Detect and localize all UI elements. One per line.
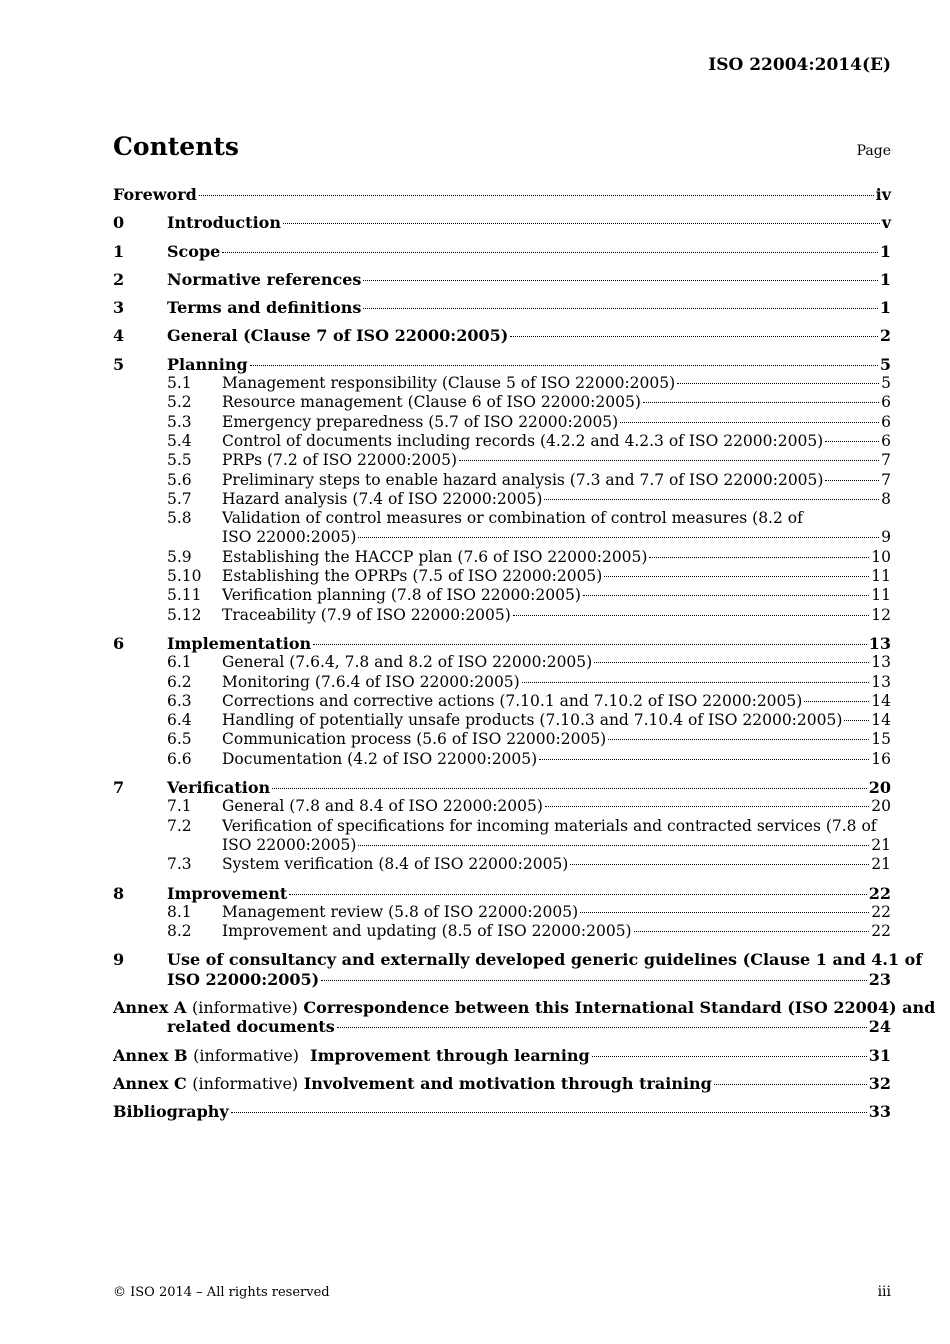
toc-subentry-5-5[interactable] bbox=[113, 451, 891, 470]
toc-title: Validation of control measures or combination of control measures (8.2 of bbox=[222, 509, 803, 528]
toc-entry-section-1[interactable] bbox=[113, 242, 891, 261]
toc-number: 7 bbox=[113, 778, 125, 798]
toc-title: General (7.8 and 8.4 of ISO 22000:2005) bbox=[222, 797, 543, 816]
toc-number: 5.7 bbox=[167, 489, 192, 508]
toc-entry-section-5[interactable] bbox=[113, 355, 891, 374]
toc-subentry-5-2[interactable] bbox=[113, 393, 891, 412]
dot-leader bbox=[337, 1027, 867, 1028]
toc-page: 20 bbox=[871, 797, 891, 816]
dot-leader bbox=[510, 336, 878, 337]
toc-page: 14 bbox=[871, 691, 891, 710]
toc-title: Management responsibility (Clause 5 of ISO 22000:2005) bbox=[222, 374, 676, 393]
dot-leader bbox=[714, 1084, 867, 1085]
dot-leader bbox=[283, 223, 880, 224]
toc-title: Scope bbox=[167, 241, 221, 261]
dot-leader bbox=[358, 845, 869, 846]
toc-subentry-7-1[interactable] bbox=[113, 797, 891, 816]
toc-page: 5 bbox=[881, 374, 891, 393]
dot-leader bbox=[231, 1112, 867, 1113]
dot-leader bbox=[620, 422, 879, 423]
toc-title: Verification bbox=[167, 778, 271, 798]
toc-page: 7 bbox=[881, 451, 891, 470]
toc-number: 6.4 bbox=[167, 711, 192, 730]
toc-subentry-6-3[interactable] bbox=[113, 692, 891, 711]
toc-title: Improvement bbox=[167, 883, 288, 903]
dot-leader bbox=[604, 576, 869, 577]
toc-page: 22 bbox=[868, 883, 891, 903]
footer-page-number: iii bbox=[877, 1284, 891, 1300]
toc-title: Handling of potentially unsafe products (7.10.3 and 7.10.4 of ISO 22000:2005) bbox=[222, 711, 843, 730]
toc-number: 8 bbox=[113, 883, 125, 903]
toc-number: 5.12 bbox=[167, 605, 202, 624]
dot-leader bbox=[522, 682, 870, 683]
dot-leader bbox=[222, 252, 878, 253]
toc-page: 8 bbox=[881, 489, 891, 508]
dot-leader bbox=[649, 557, 869, 558]
toc-page: 23 bbox=[868, 969, 891, 989]
dot-leader bbox=[825, 480, 879, 481]
toc-page: 13 bbox=[868, 633, 891, 653]
toc-subentry-7-2-continued[interactable] bbox=[113, 836, 891, 855]
toc-subentry-5-9[interactable] bbox=[113, 548, 891, 567]
toc-subentry-5-1[interactable] bbox=[113, 374, 891, 393]
toc-title: Correspondence between this International Standard (ISO 22004) and bbox=[303, 997, 936, 1017]
toc-title: Terms and definitions bbox=[167, 298, 362, 318]
dot-leader bbox=[321, 980, 867, 981]
toc-entry-section-7[interactable] bbox=[113, 778, 891, 797]
dot-leader bbox=[545, 806, 869, 807]
table-of-contents bbox=[113, 185, 936, 1122]
toc-number: 7.1 bbox=[167, 797, 192, 816]
toc-number: 7.3 bbox=[167, 855, 192, 874]
toc-entry-foreword[interactable] bbox=[113, 185, 891, 204]
toc-title: Preliminary steps to enable hazard analysis (7.3 and 7.7 of ISO 22000:2005) bbox=[222, 470, 824, 489]
dot-leader bbox=[289, 894, 866, 895]
toc-title: System verification (8.4 of ISO 22000:2005) bbox=[222, 855, 569, 874]
dot-leader bbox=[250, 365, 878, 366]
toc-page: 11 bbox=[871, 586, 891, 605]
toc-title: Improvement through learning bbox=[310, 1045, 590, 1065]
toc-number: 7.2 bbox=[167, 816, 192, 835]
dot-leader bbox=[363, 308, 877, 309]
toc-number: 6.6 bbox=[167, 749, 192, 768]
toc-title: Documentation (4.2 of ISO 22000:2005) bbox=[222, 749, 538, 768]
toc-entry-bibliography[interactable] bbox=[113, 1102, 891, 1121]
toc-number: 8.1 bbox=[167, 902, 192, 921]
toc-entry-annex-b[interactable] bbox=[113, 1046, 891, 1065]
toc-number: 5.8 bbox=[167, 509, 192, 528]
document-id: ISO 22004:2014(E) bbox=[708, 55, 891, 75]
toc-title: Bibliography bbox=[113, 1102, 229, 1122]
dot-leader bbox=[592, 1056, 867, 1057]
toc-entry-annex-a[interactable] bbox=[113, 997, 936, 1017]
dot-leader bbox=[199, 195, 874, 196]
toc-number: 5.6 bbox=[167, 470, 192, 489]
toc-subentry-6-5[interactable] bbox=[113, 730, 891, 749]
toc-title: Communication process (5.6 of ISO 22000:2005) bbox=[222, 730, 607, 749]
toc-entry-section-9[interactable] bbox=[113, 950, 923, 970]
toc-page: v bbox=[881, 213, 891, 233]
dot-leader bbox=[544, 499, 879, 500]
toc-page: 15 bbox=[871, 730, 891, 749]
toc-title: PRPs (7.2 of ISO 22000:2005) bbox=[222, 451, 458, 470]
toc-page: 32 bbox=[868, 1073, 891, 1093]
toc-number: 6.5 bbox=[167, 730, 192, 749]
toc-number: 6.3 bbox=[167, 691, 192, 710]
toc-title: Implementation bbox=[167, 633, 312, 653]
toc-subentry-5-6[interactable] bbox=[113, 471, 891, 490]
toc-number: 2 bbox=[113, 269, 125, 289]
toc-page: 2 bbox=[879, 326, 891, 346]
dot-leader bbox=[608, 739, 869, 740]
toc-subentry-6-4[interactable] bbox=[113, 711, 891, 730]
toc-title: General (7.6.4, 7.8 and 8.2 of ISO 22000:2005) bbox=[222, 653, 593, 672]
dot-leader bbox=[844, 720, 869, 721]
toc-title: Corrections and corrective actions (7.10.1 and 7.10.2 of ISO 22000:2005) bbox=[222, 691, 803, 710]
toc-title: Hazard analysis (7.4 of ISO 22000:2005) bbox=[222, 489, 543, 508]
toc-page: 21 bbox=[871, 855, 891, 874]
toc-page: iv bbox=[875, 185, 891, 204]
dot-leader bbox=[825, 441, 879, 442]
toc-title-continuation: ISO 22000:2005) bbox=[222, 528, 357, 547]
toc-number: 5.3 bbox=[167, 412, 192, 431]
toc-number: 5 bbox=[113, 354, 125, 374]
toc-subentry-8-2[interactable] bbox=[113, 922, 891, 941]
toc-number: 5.9 bbox=[167, 547, 192, 566]
toc-page: 6 bbox=[881, 431, 891, 450]
toc-page: 9 bbox=[881, 528, 891, 547]
toc-number: 6 bbox=[113, 633, 125, 653]
toc-title-continuation: ISO 22000:2005) bbox=[222, 835, 357, 854]
toc-title: Planning bbox=[167, 354, 248, 374]
toc-subentry-7-3[interactable] bbox=[113, 855, 891, 874]
toc-subentry-5-7[interactable] bbox=[113, 490, 891, 509]
toc-title: Traceability (7.9 of ISO 22000:2005) bbox=[222, 605, 511, 624]
annex-label: Annex A bbox=[113, 997, 187, 1017]
dot-leader bbox=[313, 644, 867, 645]
dot-leader bbox=[594, 662, 869, 663]
toc-page: 1 bbox=[879, 241, 891, 261]
annex-kind: (informative) bbox=[192, 1073, 299, 1093]
toc-subentry-6-1[interactable] bbox=[113, 653, 891, 672]
toc-page: 13 bbox=[871, 653, 891, 672]
toc-number: 1 bbox=[113, 241, 125, 261]
toc-title: Normative references bbox=[167, 269, 362, 289]
toc-subentry-8-1[interactable] bbox=[113, 903, 891, 922]
toc-page: 21 bbox=[871, 835, 891, 854]
toc-number: 3 bbox=[113, 298, 125, 318]
toc-number: 6.2 bbox=[167, 672, 192, 691]
toc-number: 8.2 bbox=[167, 922, 192, 941]
toc-number: 0 bbox=[113, 213, 125, 233]
toc-subentry-5-12[interactable] bbox=[113, 606, 891, 625]
toc-number: 5.5 bbox=[167, 451, 192, 470]
dot-leader bbox=[539, 759, 869, 760]
annex-kind: (informative) bbox=[193, 1045, 299, 1065]
toc-page: 1 bbox=[879, 269, 891, 289]
toc-title: Verification of specifications for incoming materials and contracted services (7.8 of bbox=[222, 816, 877, 835]
toc-number: 4 bbox=[113, 326, 125, 346]
toc-number: 5.1 bbox=[167, 374, 192, 393]
toc-subentry-5-8-continued[interactable] bbox=[113, 528, 891, 547]
dot-leader bbox=[363, 280, 877, 281]
dot-leader bbox=[459, 460, 879, 461]
toc-page: 11 bbox=[871, 567, 891, 586]
toc-entry-section-9-continued[interactable] bbox=[113, 970, 891, 989]
toc-page: 7 bbox=[881, 470, 891, 489]
toc-entry-annex-a-continued[interactable] bbox=[113, 1017, 891, 1036]
toc-title: Foreword bbox=[113, 185, 197, 204]
footer-copyright: © ISO 2014 – All rights reserved bbox=[113, 1285, 330, 1300]
toc-page: 1 bbox=[879, 298, 891, 318]
toc-title: Verification planning (7.8 of ISO 22000:2005) bbox=[222, 586, 581, 605]
toc-page: 31 bbox=[868, 1045, 891, 1065]
toc-entry-section-4[interactable] bbox=[113, 326, 891, 345]
toc-title: Involvement and motivation through training bbox=[303, 1073, 712, 1093]
toc-title-continuation: ISO 22000:2005) bbox=[167, 969, 320, 989]
dot-leader bbox=[580, 912, 869, 913]
toc-subentry-5-3[interactable] bbox=[113, 413, 891, 432]
annex-label: Annex B bbox=[113, 1045, 188, 1065]
toc-entry-section-2[interactable] bbox=[113, 270, 891, 289]
annex-label: Annex C bbox=[113, 1073, 187, 1093]
toc-page: 33 bbox=[868, 1102, 891, 1122]
toc-page: 22 bbox=[871, 902, 891, 921]
toc-subentry-5-4[interactable] bbox=[113, 432, 891, 451]
dot-leader bbox=[358, 537, 879, 538]
toc-title: Establishing the OPRPs (7.5 of ISO 22000:2005) bbox=[222, 567, 603, 586]
toc-page: 24 bbox=[868, 1017, 891, 1037]
toc-number: 5.4 bbox=[167, 431, 192, 450]
toc-number: 5.10 bbox=[167, 567, 202, 586]
toc-number: 6.1 bbox=[167, 653, 192, 672]
toc-page: 12 bbox=[871, 605, 891, 624]
page-title: Contents bbox=[113, 132, 240, 161]
dot-leader bbox=[677, 383, 879, 384]
toc-entry-section-8[interactable] bbox=[113, 884, 891, 903]
toc-title: Control of documents including records (4.2.2 and 4.2.3 of ISO 22000:2005) bbox=[222, 431, 824, 450]
toc-subentry-6-2[interactable] bbox=[113, 673, 891, 692]
toc-title: Monitoring (7.6.4 of ISO 22000:2005) bbox=[222, 672, 520, 691]
toc-title: General (Clause 7 of ISO 22000:2005) bbox=[167, 326, 509, 346]
toc-title: Improvement and updating (8.5 of ISO 22000:2005) bbox=[222, 922, 632, 941]
toc-subentry-6-6[interactable] bbox=[113, 750, 891, 769]
dot-leader bbox=[583, 595, 869, 596]
toc-subentry-5-11[interactable] bbox=[113, 586, 891, 605]
toc-subentry-5-10[interactable] bbox=[113, 567, 891, 586]
dot-leader bbox=[634, 931, 870, 932]
dot-leader bbox=[643, 402, 879, 403]
toc-page: 22 bbox=[871, 922, 891, 941]
toc-title: Management review (5.8 of ISO 22000:2005) bbox=[222, 902, 579, 921]
dot-leader bbox=[804, 701, 869, 702]
toc-title: Resource management (Clause 6 of ISO 22000:2005) bbox=[222, 393, 641, 412]
toc-page: 6 bbox=[881, 393, 891, 412]
toc-page: 14 bbox=[871, 711, 891, 730]
toc-page: 6 bbox=[881, 412, 891, 431]
toc-title: Use of consultancy and externally developed generic guidelines (Clause 1 and 4.1 of bbox=[167, 950, 923, 970]
toc-title: Establishing the HACCP plan (7.6 of ISO 22000:2005) bbox=[222, 547, 648, 566]
toc-page: 16 bbox=[871, 749, 891, 768]
annex-kind: (informative) bbox=[191, 997, 298, 1017]
toc-title: Introduction bbox=[167, 213, 281, 233]
toc-entry-section-0[interactable] bbox=[113, 213, 891, 232]
toc-page: 20 bbox=[868, 778, 891, 798]
toc-subentry-5-8[interactable] bbox=[113, 509, 891, 528]
toc-page: 5 bbox=[879, 354, 891, 374]
toc-title-continuation: related documents bbox=[167, 1017, 335, 1037]
toc-page: 10 bbox=[871, 547, 891, 566]
page-column-label: Page bbox=[856, 143, 891, 159]
toc-entry-section-6[interactable] bbox=[113, 634, 891, 653]
dot-leader bbox=[570, 864, 869, 865]
dot-leader bbox=[272, 788, 867, 789]
dot-leader bbox=[513, 615, 869, 616]
toc-page: 13 bbox=[871, 672, 891, 691]
toc-title: Emergency preparedness (5.7 of ISO 22000:2005) bbox=[222, 412, 619, 431]
toc-subentry-7-2[interactable] bbox=[113, 817, 891, 836]
toc-entry-section-3[interactable] bbox=[113, 298, 891, 317]
toc-entry-annex-c[interactable] bbox=[113, 1074, 891, 1093]
toc-number: 5.11 bbox=[167, 586, 202, 605]
toc-number: 5.2 bbox=[167, 393, 192, 412]
toc-number: 9 bbox=[113, 950, 125, 970]
